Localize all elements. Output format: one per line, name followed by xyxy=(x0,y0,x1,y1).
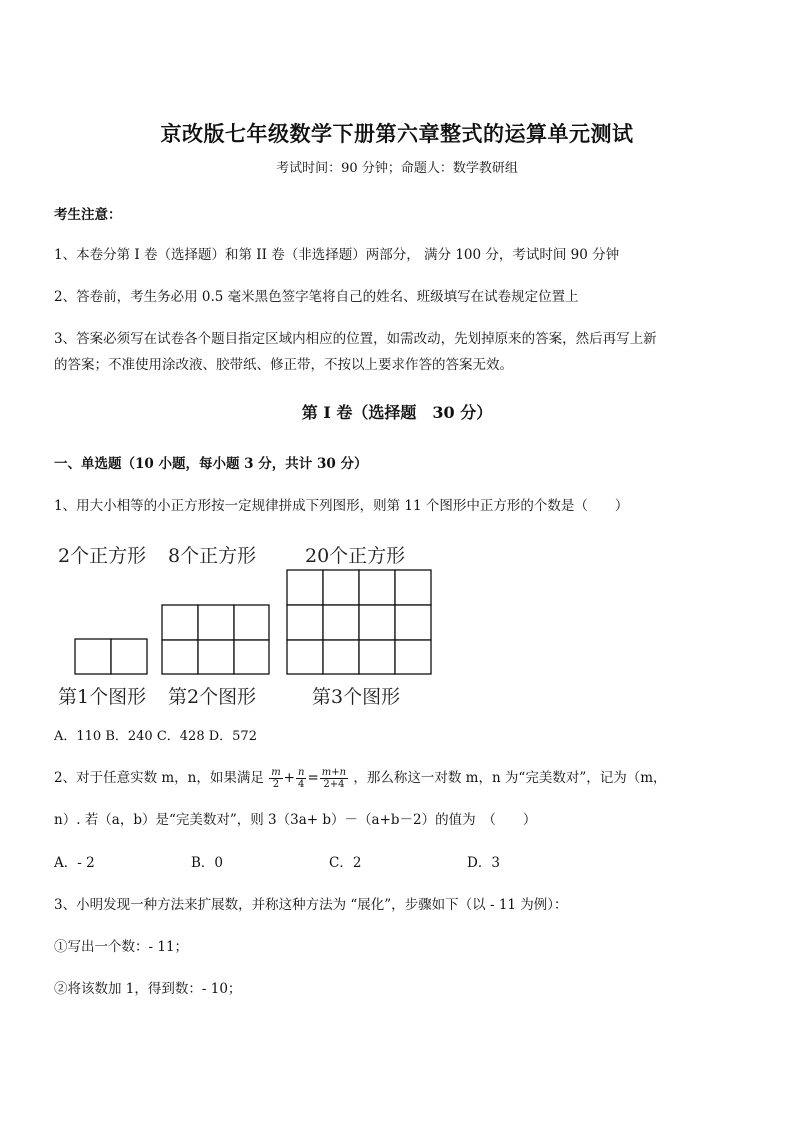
pattern-figure-1 xyxy=(75,639,147,674)
exam-info: 考试时间：90 分钟；命题人：数学教研组 xyxy=(276,161,518,176)
question-1-options: A．110 B．240 C．428 D．572 xyxy=(54,729,257,744)
pattern-figure-3 xyxy=(287,570,431,674)
figure-label-2: 第2个图形 xyxy=(168,686,257,708)
question-2-option-b: B．0 xyxy=(191,855,224,871)
question-1-stem: 1、用大小相等的小正方形按一定规律拼成下列图形，则第 11 个图形中正方形的个数是（ ） xyxy=(54,498,629,514)
square-cell xyxy=(395,605,431,640)
square-cell xyxy=(234,640,269,674)
fraction-n-over-4: $\frac{n}{4}$ xyxy=(297,767,305,790)
square-cell xyxy=(323,605,359,640)
figure-label-3: 第3个图形 xyxy=(312,686,401,708)
square-cell xyxy=(359,570,395,605)
figure-label-1: 第1个图形 xyxy=(58,686,147,708)
square-cell xyxy=(323,570,359,605)
square-cell xyxy=(395,570,431,605)
question-2-option-a: A．- 2 xyxy=(54,855,95,871)
section-subheading: 一、单选题（10 小题，每小题 3 分，共计 30 分） xyxy=(54,456,368,472)
square-cell xyxy=(198,605,234,640)
question-3-step-2: ②将该数加 1，得到数：- 10； xyxy=(54,981,242,997)
notice-item-3-line-1: 3、答案必须写在试卷各个题目指定区域内相应的位置，如需改动，先划掉原来的答案，然后再写上新 xyxy=(54,331,657,347)
question-2-line-2: n）. 若（a，b）是“完美数对”，则 3（3a+ b）－（a+b－2）的值为 （ ） xyxy=(54,812,537,828)
figure-count-label-1: 2个正方形 xyxy=(58,545,147,567)
question-2-text-a: 2、对于任意实数 m，n，如果满足 xyxy=(54,770,264,786)
square-cell xyxy=(162,605,198,640)
square-cell xyxy=(287,605,323,640)
square-cell xyxy=(287,570,323,605)
square-cell xyxy=(75,639,111,674)
fraction-sum: $\frac{m+n}{2+4}$ xyxy=(321,767,347,790)
fraction-m-over-2: $\frac{m}{2}$ xyxy=(271,767,281,790)
notice-item-2: 2、答卷前，考生务必用 0.5 毫米黑色签字笔将自己的姓名、班级填写在试卷规定位置上 xyxy=(54,289,579,305)
question-3-step-1: ①写出一个数：- 11； xyxy=(54,939,189,955)
question-2-line-1 xyxy=(54,766,667,790)
question-2-option-c: C．2 xyxy=(329,855,362,871)
question-2-text-b: ，那么称这一对数 m，n 为“完美数对”，记为（m， xyxy=(353,770,667,786)
figure-count-label-2: 8个正方形 xyxy=(168,545,257,567)
question-2-option-d: D．3 xyxy=(467,855,500,871)
square-cell xyxy=(234,605,269,640)
square-cell xyxy=(323,640,359,674)
square-cell xyxy=(287,640,323,674)
square-cell xyxy=(111,639,147,674)
square-cell xyxy=(395,640,431,674)
figure-count-label-3: 20个正方形 xyxy=(305,545,406,567)
equals-sign: = xyxy=(307,770,319,786)
page-title: 京改版七年级数学下册第六章整式的运算单元测试 xyxy=(160,121,634,146)
notice-item-1: 1、本卷分第 I 卷（选择题）和第 II 卷（非选择题）两部分， 满分 100 分，考试时间 90 分钟 xyxy=(54,247,620,263)
notice-heading: 考生注意： xyxy=(54,207,122,223)
square-cell xyxy=(162,640,198,674)
notice-item-3-line-2: 的答案；不准使用涂改液、胶带纸、修正带，不按以上要求作答的答案无效。 xyxy=(54,357,513,373)
square-cell xyxy=(198,640,234,674)
square-cell xyxy=(359,605,395,640)
section-title: 第 I 卷（选择题 30 分） xyxy=(301,403,493,422)
square-cell xyxy=(359,640,395,674)
pattern-figure-2 xyxy=(162,605,269,674)
question-3-stem: 3、小明发现一种方法来扩展数，并称这种方法为 “展化”，步骤如下（以 - 11 为例）： xyxy=(54,897,568,913)
plus-sign: + xyxy=(283,770,295,786)
